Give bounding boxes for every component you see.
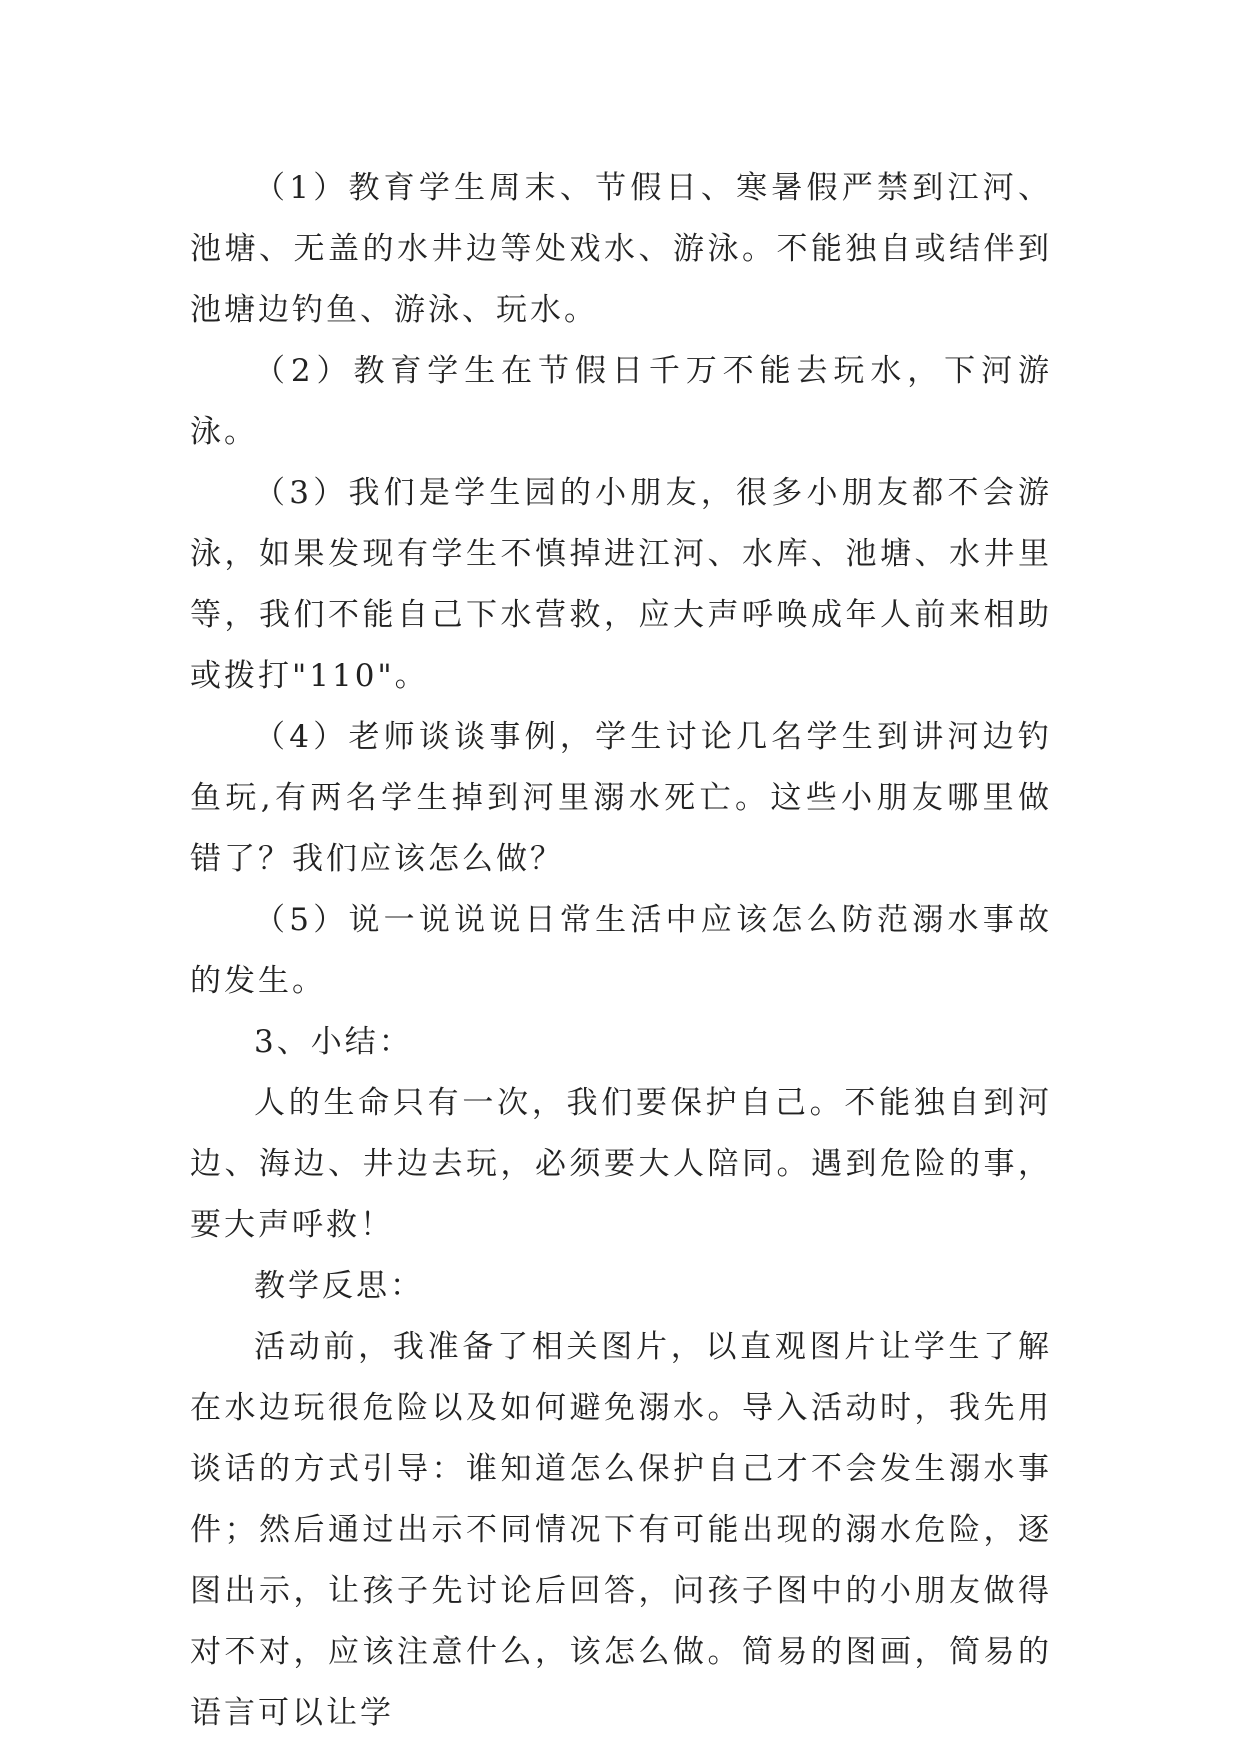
paragraph-rule-5: （5）说一说说说日常生活中应该怎么防范溺水事故的发生。	[190, 902, 1052, 999]
document-body	[190, 158, 1052, 1744]
section-heading-summary: 3、小结：	[254, 1024, 413, 1060]
paragraph-reflection: 活动前，我准备了相关图片，以直观图片让学生了解在水边玩很危险以及如何避免溺水。导入活动时，我先用谈话的方式引导：谁知道怎么保护自己才不会发生溺水事件；然后通过出示不同情况下有可能出现的溺水危险，逐图出示，让孩子先讨论后回答，问孩子图中的小朋友做得对不对，应该注意什么，该怎么做。简易的图画，简易的语言可以让学	[190, 1329, 1052, 1731]
paragraph-rule-4: （4）老师谈谈事例，学生讨论几名学生到讲河边钓鱼玩,有两名学生掉到河里溺水死亡。这些小朋友哪里做错了？我们应该怎么做？	[190, 719, 1052, 877]
section-heading-reflection: 教学反思：	[254, 1268, 424, 1304]
paragraph-rule-1: （1）教育学生周末、节假日、寒暑假严禁到江河、池塘、无盖的水井边等处戏水、游泳。不能独自或结伴到池塘边钓鱼、游泳、玩水。	[190, 170, 1052, 328]
paragraph-summary: 人的生命只有一次，我们要保护自己。不能独自到河边、海边、井边去玩，必须要大人陪同。遇到危险的事，要大声呼救！	[190, 1085, 1052, 1243]
paragraph-rule-3: （3）我们是学生园的小朋友，很多小朋友都不会游泳，如果发现有学生不慎掉进江河、水库、池塘、水井里等，我们不能自己下水营救，应大声呼唤成年人前来相助或拨打"110"。	[190, 475, 1052, 694]
paragraph-rule-2: （2）教育学生在节假日千万不能去玩水，下河游泳。	[190, 353, 1052, 450]
